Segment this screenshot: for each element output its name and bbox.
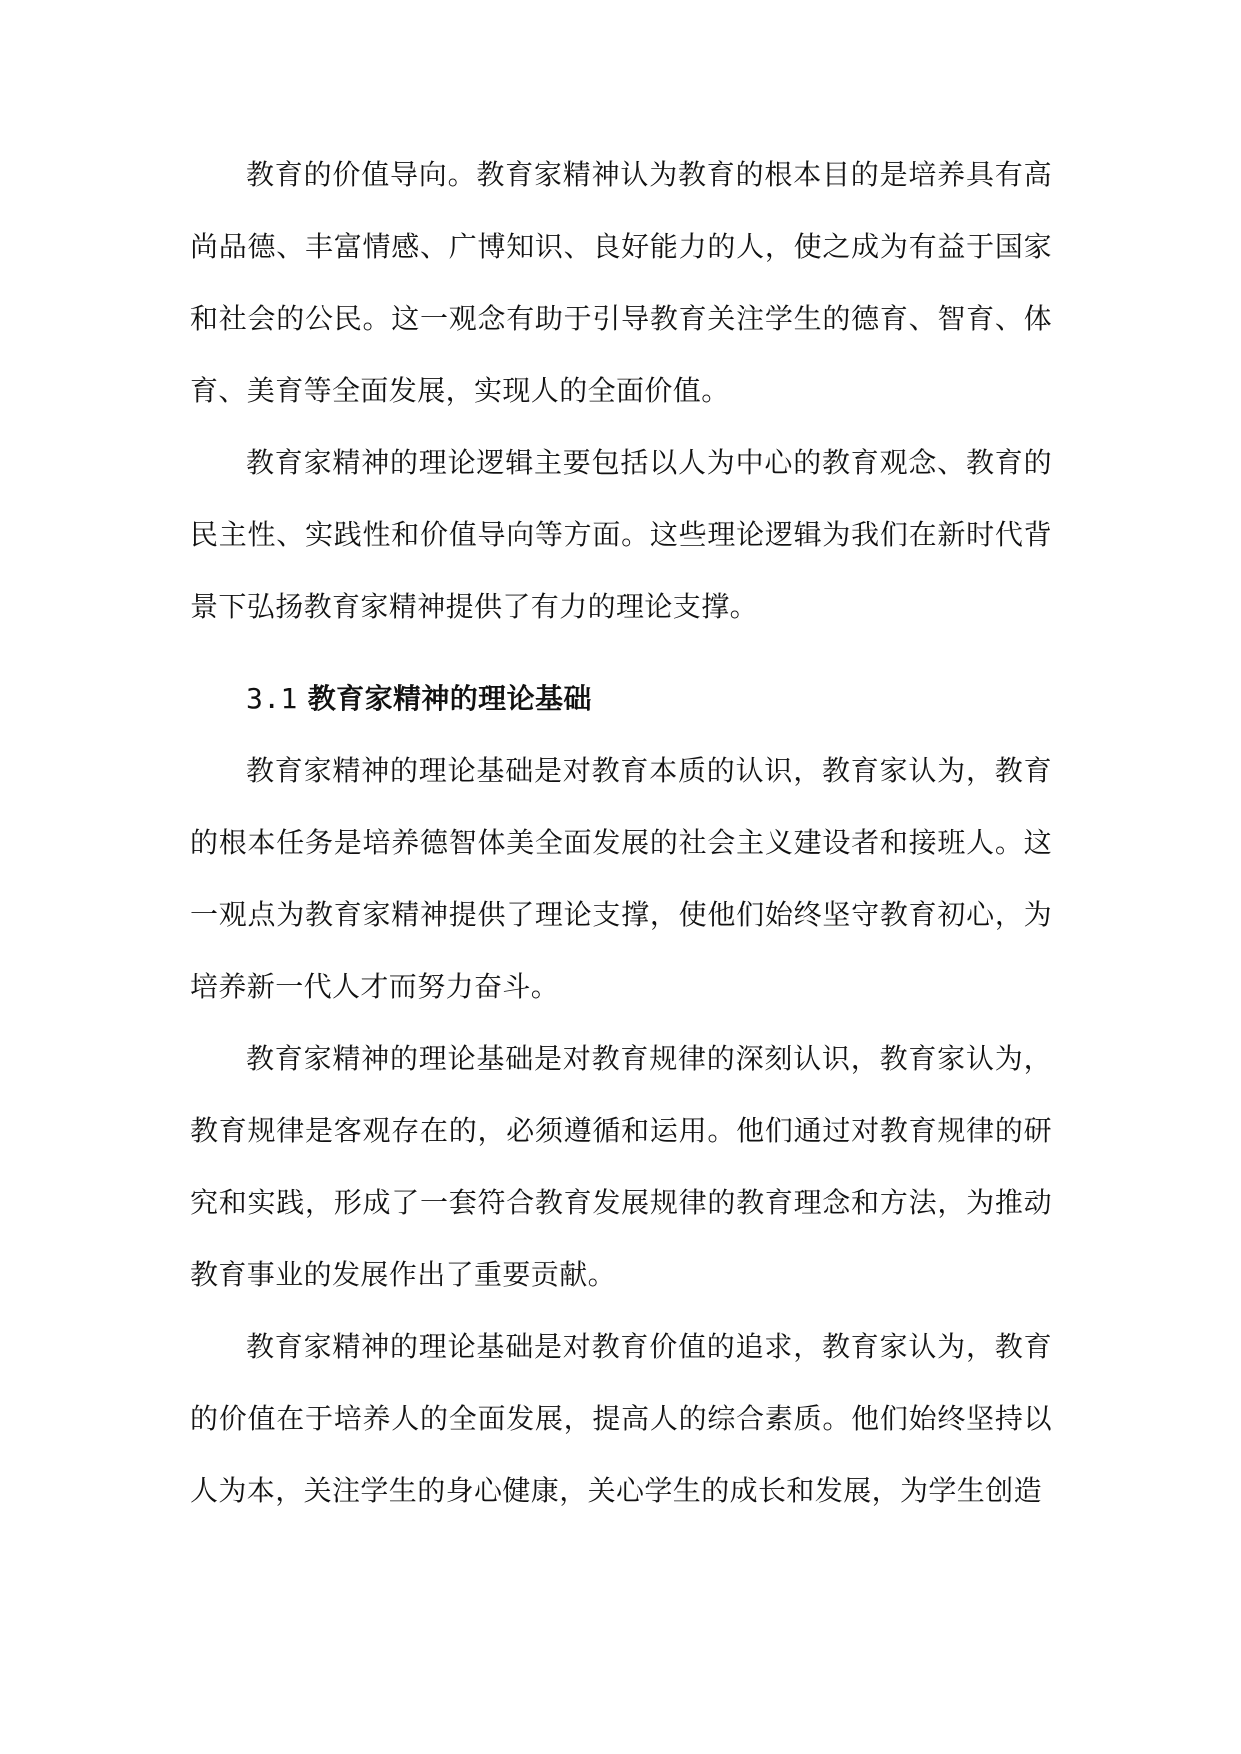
section-heading	[190, 663, 1052, 735]
paragraph-value-orientation: 教育的价值导向。教育家精神认为教育的根本目的是培养具有高尚品德、丰富情感、广博知识、良好能力的人，使之成为有益于国家和社会的公民。这一观念有助于引导教育关注学生的德育、智育、体育、美育等全面发展，实现人的全面价值。	[190, 158, 1052, 407]
section-title: 教育家精神的理论基础	[307, 682, 592, 715]
section-number: 3.1	[246, 682, 298, 715]
document-body	[190, 139, 1052, 1527]
paragraph-education-value: 教育家精神的理论基础是对教育价值的追求，教育家认为，教育的价值在于培养人的全面发展，提高人的综合素质。他们始终坚持以人为本，关注学生的身心健康，关心学生的成长和发展，为学生创造	[190, 1330, 1052, 1507]
paragraph-education-laws: 教育家精神的理论基础是对教育规律的深刻认识，教育家认为，教育规律是客观存在的，必须遵循和运用。他们通过对教育规律的研究和实践，形成了一套符合教育发展规律的教育理念和方法，为推动教育事业的发展作出了重要贡献。	[190, 1042, 1052, 1291]
paragraph-theory-logic-summary: 教育家精神的理论逻辑主要包括以人为中心的教育观念、教育的民主性、实践性和价值导向等方面。这些理论逻辑为我们在新时代背景下弘扬教育家精神提供了有力的理论支撑。	[190, 446, 1052, 623]
paragraph-education-essence: 教育家精神的理论基础是对教育本质的认识，教育家认为，教育的根本任务是培养德智体美全面发展的社会主义建设者和接班人。这一观点为教育家精神提供了理论支撑，使他们始终坚守教育初心，为培养新一代人才而努力奋斗。	[190, 754, 1052, 1003]
